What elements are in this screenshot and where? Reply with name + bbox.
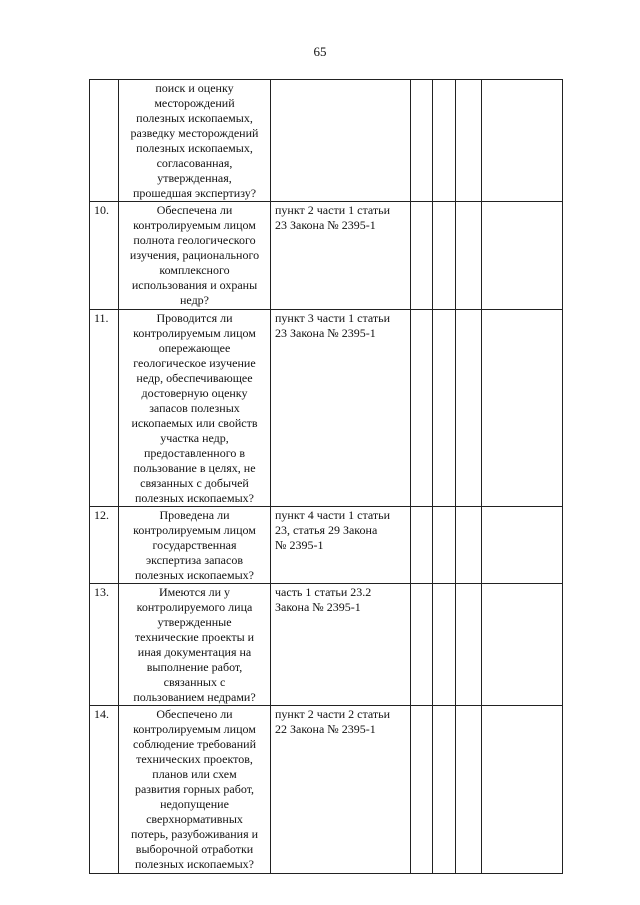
question-line: недр? bbox=[179, 293, 210, 307]
question-line: полезных ископаемых? bbox=[135, 857, 254, 871]
question-line: выполнение работ, bbox=[146, 660, 243, 674]
reference-line: 23, статья 29 Закона bbox=[275, 523, 378, 537]
question-cell bbox=[119, 584, 271, 706]
answer-no-cell[interactable] bbox=[433, 584, 456, 706]
question-line: сверхнормативных bbox=[146, 812, 243, 826]
answer-no-cell[interactable] bbox=[433, 80, 456, 202]
question-line: контролируемого лица bbox=[136, 600, 253, 614]
question-cell bbox=[119, 80, 271, 202]
reference-line: 22 Закона № 2395-1 bbox=[275, 722, 376, 736]
row-number: 14. bbox=[90, 706, 119, 874]
legal-reference-cell bbox=[271, 80, 411, 202]
question-line: контролируемым лицом bbox=[133, 218, 256, 232]
page-number: 65 bbox=[313, 44, 327, 59]
reference-line: 23 Закона № 2395-1 bbox=[275, 218, 376, 232]
reference-line: Закона № 2395-1 bbox=[275, 600, 361, 614]
table-row bbox=[90, 80, 563, 202]
table-row bbox=[90, 584, 563, 706]
answer-na-cell[interactable] bbox=[456, 80, 482, 202]
question-line: участка недр, bbox=[160, 431, 229, 445]
answer-yes-cell[interactable] bbox=[411, 80, 433, 202]
question-line: развития горных работ, bbox=[134, 782, 255, 796]
question-line: согласованная, bbox=[156, 156, 233, 170]
question-line: полнота геологического bbox=[133, 233, 256, 247]
question-line: полезных ископаемых? bbox=[135, 568, 254, 582]
question-line: контролируемым лицом bbox=[133, 722, 256, 736]
reference-line: пункт 3 части 1 статьи bbox=[275, 311, 390, 325]
answer-na-cell[interactable] bbox=[456, 584, 482, 706]
answer-yes-cell[interactable] bbox=[411, 584, 433, 706]
question-cell bbox=[119, 706, 271, 874]
question-line: технических проектов, bbox=[136, 752, 253, 766]
question-line: прошедшая экспертизу? bbox=[132, 186, 257, 200]
question-line: потерь, разубоживания и bbox=[130, 827, 259, 841]
question-line: связанных с добычей bbox=[140, 476, 249, 490]
question-line: полезных ископаемых, bbox=[136, 141, 253, 155]
reference-line: часть 1 статьи 23.2 bbox=[275, 585, 372, 599]
answer-no-cell[interactable] bbox=[433, 507, 456, 584]
note-cell[interactable] bbox=[482, 202, 563, 310]
reference-line: пункт 2 части 1 статьи bbox=[275, 203, 390, 217]
row-number: 10. bbox=[90, 202, 119, 310]
legal-reference-cell bbox=[271, 202, 411, 310]
table-row bbox=[90, 310, 563, 507]
answer-yes-cell[interactable] bbox=[411, 202, 433, 310]
question-line: выборочной отработки bbox=[135, 842, 254, 856]
question-line: запасов полезных bbox=[149, 401, 240, 415]
reference-line: № 2395-1 bbox=[275, 538, 324, 552]
table-row bbox=[90, 507, 563, 584]
question-line: Проводится ли bbox=[156, 311, 233, 325]
question-line: ископаемых или свойств bbox=[131, 416, 258, 430]
question-line: Проведена ли bbox=[159, 508, 230, 522]
question-line: изучения, рационального bbox=[129, 248, 260, 262]
answer-yes-cell[interactable] bbox=[411, 706, 433, 874]
answer-na-cell[interactable] bbox=[456, 202, 482, 310]
question-line: недр, обеспечивающее bbox=[136, 371, 253, 385]
answer-na-cell[interactable] bbox=[456, 706, 482, 874]
question-line: связанных с bbox=[163, 675, 226, 689]
checklist-table bbox=[89, 79, 563, 874]
question-line: контролируемым лицом bbox=[133, 523, 256, 537]
question-line: иная документация на bbox=[137, 645, 252, 659]
question-cell bbox=[119, 310, 271, 507]
row-number: 13. bbox=[90, 584, 119, 706]
answer-na-cell[interactable] bbox=[456, 310, 482, 507]
answer-na-cell[interactable] bbox=[456, 507, 482, 584]
question-line: использования и охраны bbox=[131, 278, 258, 292]
question-line: Обеспечено ли bbox=[156, 707, 233, 721]
question-line: геологическое изучение bbox=[133, 356, 256, 370]
question-line: разведку месторождений bbox=[130, 126, 259, 140]
note-cell[interactable] bbox=[482, 507, 563, 584]
reference-line: пункт 2 части 2 статьи bbox=[275, 707, 390, 721]
note-cell[interactable] bbox=[482, 584, 563, 706]
question-line: полезных ископаемых? bbox=[135, 491, 254, 505]
question-cell bbox=[119, 507, 271, 584]
question-line: технические проекты и bbox=[134, 630, 255, 644]
row-number bbox=[90, 80, 119, 202]
question-line: утвержденные bbox=[157, 615, 232, 629]
answer-no-cell[interactable] bbox=[433, 202, 456, 310]
question-line: контролируемым лицом bbox=[133, 326, 256, 340]
question-line: недопущение bbox=[160, 797, 229, 811]
question-line: государственная bbox=[152, 538, 237, 552]
answer-yes-cell[interactable] bbox=[411, 310, 433, 507]
question-line: достоверную оценку bbox=[141, 386, 248, 400]
question-line: пользование в целях, не bbox=[133, 461, 256, 475]
table-row bbox=[90, 706, 563, 874]
row-number: 11. bbox=[90, 310, 119, 507]
question-line: комплексного bbox=[159, 263, 230, 277]
answer-yes-cell[interactable] bbox=[411, 507, 433, 584]
legal-reference-cell bbox=[271, 507, 411, 584]
question-line: утвержденная, bbox=[157, 171, 232, 185]
question-line: полезных ископаемых, bbox=[136, 111, 253, 125]
question-line: предоставленного в bbox=[144, 446, 245, 460]
question-line: месторождений bbox=[154, 96, 235, 110]
question-line: соблюдение требований bbox=[133, 737, 256, 751]
legal-reference-cell bbox=[271, 706, 411, 874]
question-line: планов или схем bbox=[152, 767, 237, 781]
question-line: Обеспечена ли bbox=[156, 203, 233, 217]
row-number: 12. bbox=[90, 507, 119, 584]
question-line: пользованием недрами? bbox=[133, 690, 256, 704]
note-cell[interactable] bbox=[482, 80, 563, 202]
question-line: Имеются ли у bbox=[158, 585, 231, 599]
note-cell[interactable] bbox=[482, 706, 563, 874]
reference-line: пункт 4 части 1 статьи bbox=[275, 508, 390, 522]
legal-reference-cell bbox=[271, 584, 411, 706]
question-line: поиск и оценку bbox=[155, 81, 234, 95]
question-cell bbox=[119, 202, 271, 310]
answer-no-cell[interactable] bbox=[433, 310, 456, 507]
legal-reference-cell bbox=[271, 310, 411, 507]
answer-no-cell[interactable] bbox=[433, 706, 456, 874]
question-line: опережающее bbox=[158, 341, 231, 355]
reference-line: 23 Закона № 2395-1 bbox=[275, 326, 376, 340]
question-line: экспертиза запасов bbox=[146, 553, 243, 567]
table-row bbox=[90, 202, 563, 310]
note-cell[interactable] bbox=[482, 310, 563, 507]
